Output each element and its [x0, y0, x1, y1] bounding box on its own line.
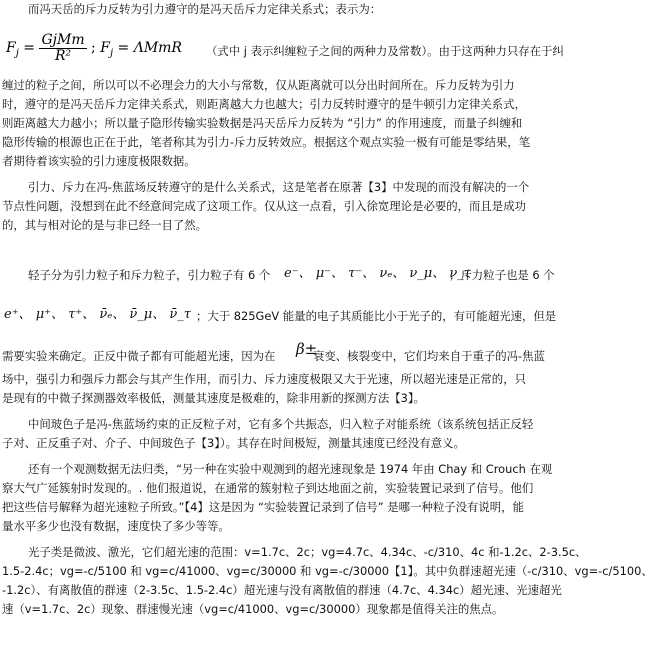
text-line: 的，其与相对论的是与非已经一目了然。 — [2, 218, 208, 232]
formula-numerator: GjMm — [41, 31, 85, 48]
text-line: 光子类是微波、激光，它们超光速的范围：v=1.7c、2c；vg=4.7c、4.34c、-c/310、4c 和-1.2c、2-3.5c、 — [28, 545, 587, 559]
formula-denominator: R² — [54, 47, 72, 64]
text-line: 速（v=1.7c、2c）现象、群速慢光速（vg=c/41000、vg=c/30000）现象都是值得关注的焦点。 — [2, 602, 504, 616]
text-line: 引力、斥力在冯-焦蓝场反转遵守的是什么关系式，这是笔者在原著【3】中发现的而没有解决的一个 — [28, 180, 530, 194]
formula-separator: ; — [86, 40, 101, 56]
text-line: 是现有的中微子探测器效率极低，测量其速度是极难的，除非用新的探测方法【3】。 — [2, 391, 426, 405]
formula-rhs-2: MmR — [143, 40, 182, 56]
text-line: -1.2c）、有离散值的群速（2-3.5c、1.5-2.4c）超光速与没有离散值的群速（4.7c、4.34c）超光速、光速超光 — [2, 583, 562, 597]
text-line: 轻子分为引力粒子和斥力粒子，引力粒子有 6 个 — [28, 268, 271, 282]
text-line: （式中 j 表示纠缠粒子之间的两种力及常数）。由于这两种力只存在于纠 — [206, 44, 564, 58]
beta-decay-symbol: β± — [296, 340, 318, 358]
text-line: 量水平多少也没有数据，速度快了多少等等。 — [2, 519, 230, 533]
text-line: 场中，强引力和强斥力都会与其产生作用，而引力、斥力速度极限又大于光速，所以超光速是正常的，只 — [2, 372, 526, 386]
text-line: 时，遵守的是冯天岳斥力定律关系式，则距离越大力也越大；引力反转时遵守的是牛顿引力定律关系式， — [2, 97, 526, 111]
formula-eq-1: = — [18, 40, 40, 56]
formula-lhs-2: F — [100, 40, 110, 56]
text-line: 察大气广延簇射时发现的。. 他们报道说，在通常的簇射粒子到达地面之前，实验装置记录到了信号。他们 — [2, 481, 534, 495]
formula-lhs-1: F — [6, 40, 16, 56]
text-line: 中间玻色子是冯-焦蓝场约束的正反粒子对，它有多个共振态，归入粒子对能系统（该系统包括正反轻 — [28, 417, 534, 431]
text-line: 子对、正反重子对、介子、中间玻色子【3】）。其存在时间极短，测量其速度已经没有意义。 — [2, 436, 465, 450]
formula-sub-2: j — [109, 47, 114, 59]
formula-sub-1: j — [15, 47, 19, 59]
formula-eq-2: = Λ — [113, 40, 144, 56]
text-line: 则距离越大力越小；所以量子隐形传输实验数据是冯天岳斥力反转为 “引力” 的作用速度，而量子纠缠和 — [2, 116, 523, 130]
gravity-particle-symbols: e⁻、 μ⁻、 τ⁻、 νₑ、 ν_μ、 ν_τ — [284, 266, 471, 281]
text-line: 把这些信号解释为超光速粒子所致。”【4】这是因为 “实验装置记录到了信号” 是哪一种粒子没有说明，能 — [2, 500, 524, 514]
text-line: ；大于 825GeV 能量的电子其质能比小于光子的，有可能超光速，但是 — [196, 309, 557, 323]
text-line: ；斥力粒子也是 6 个 — [449, 268, 555, 282]
text-line: 者期待着该实验的引力速度极限数据。 — [2, 154, 196, 168]
text-line: 还有一个观测数据无法归类，“另一种在实验中观测到的超光速现象是 1974 年由 Chay 和 Crouch 在观 — [28, 462, 553, 476]
text-line: 节点性问题，没想到在此不经意间完成了这项工作。仅从这一点看，引入徐宽理论是必要的，而且是成功 — [2, 199, 526, 213]
formula-fraction — [39, 33, 86, 64]
text-line: 缠过的粒子之间，所以可以不必理会力的大小与常数，仅从距离就可以分出时间所在。斥力反转为引力 — [2, 78, 515, 92]
text-line: 1.5-2.4c；vg=-c/5100 和 vg=c/41000、vg=c/30000 和 vg=-c/30000【1】。其中负群速超光速（-c/310、vg=-c/5100、 — [2, 564, 653, 578]
text-line: 衰变、核裂变中，它们均来自于重子的冯-焦蓝 — [313, 349, 545, 363]
text-line: 隐形传输的根源也正在于此，笔者称其为引力-斥力反转效应。根据这个观点实验一极有可能是零结果，笔 — [2, 135, 531, 149]
repulsion-particle-symbols: e⁺、 μ⁺、 τ⁺、 ν̄ₑ、 ν̄_μ、 ν̄_τ — [4, 307, 191, 322]
text-line: 而冯天岳的斥力反转为引力遵守的是冯天岳斥力定律关系式；表示为： — [28, 2, 382, 16]
text-line: 需要实验来确定。正反中微子都有可能超光速，因为在 — [2, 349, 276, 363]
force-formula — [6, 30, 182, 66]
